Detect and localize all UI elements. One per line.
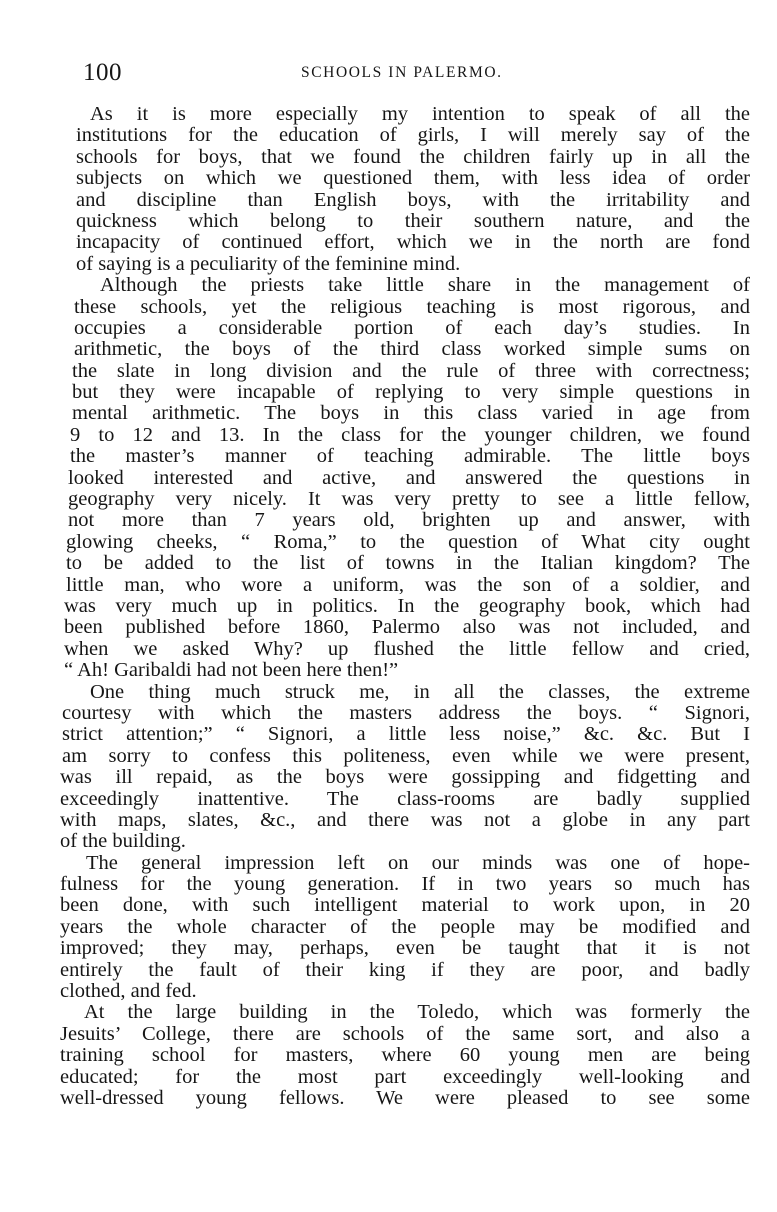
text-line: when we asked Why? up flushed the little fellow and cried, [64,637,750,660]
text-line: and discipline than English boys, with the irritability and [76,188,750,211]
text-line: been done, with such intelligent material to work upon, in 20 [60,894,750,917]
text-line: 9 to 12 and 13. In the class for the younger children, we found [70,423,750,446]
text-line: been published before 1860, Palermo also was not included, and [64,616,750,639]
text-line: As it is more especially my intention to speak of all the [90,103,750,125]
text-line: training school for masters, where 60 young men are being [60,1044,750,1067]
running-title: SCHOOLS IN PALERMO. [301,64,503,81]
running-head [83,58,743,88]
text-line: to be added to the list of towns in the Italian kingdom? The [66,552,750,575]
text-line: institutions for the education of girls, I will merely say of the [76,124,750,147]
text-line: exceedingly inattentive. The class-rooms are badly supplied [60,787,750,810]
text-line: Although the priests take little share in the management of [100,274,750,297]
text-line: occupies a considerable portion of each day’s studies. In [74,316,750,339]
text-line: The general impression left on our minds was one of hope- [86,851,750,874]
text-line: years the whole character of the people may be modified and [60,915,750,938]
text-line: with maps, slates, &c., and there was not a globe in any part [60,808,750,831]
text-line: arithmetic, the boys of the third class worked simple sums on [74,338,750,361]
text-line: incapacity of continued effort, which we in the north are fond [76,231,750,254]
text-line: courtesy with which the masters address the boys. “ Signori, [62,701,750,724]
text-line: well-dressed young fellows. We were pleased to see some [60,1086,750,1109]
text-line: clothed, and fed. [60,980,197,1003]
text-line: mental arithmetic. The boys in this class varied in age from [72,402,750,425]
page-number: 100 [83,59,122,86]
text-line: of saying is a peculiarity of the feminine mind. [76,252,461,275]
text-line: was ill repaid, as the boys were gossipping and fidgetting and [60,766,750,789]
text-line: At the large building in the Toledo, which was formerly the [84,1001,750,1024]
text-line: subjects on which we questioned them, with less idea of order [76,167,750,190]
text-line: glowing cheeks, “ Roma,” to the question of What city ought [66,530,750,553]
text-line: little man, who wore a uniform, was the son of a soldier, and [66,573,750,596]
text-line: schools for boys, that we found the children fairly up in all the [76,145,750,168]
text-line: these schools, yet the religious teaching is most rigorous, and [74,295,750,318]
text-line: One thing much struck me, in all the classes, the extreme [90,680,750,703]
text-line: quickness which belong to their southern nature, and the [76,209,750,232]
text-line: of the building. [60,830,186,853]
text-line: fulness for the young generation. If in two years so much has [60,873,750,896]
text-line: looked interested and active, and answered the questions in [68,466,750,489]
text-line: not more than 7 years old, brighten up and answer, with [68,509,750,532]
text-line: the master’s manner of teaching admirable. The little boys [70,445,750,468]
text-line: “ Ah! Garibaldi had not been here then!” [64,659,399,682]
text-line: Jesuits’ College, there are schools of the same sort, and also a [60,1022,750,1045]
text-line: was very much up in politics. In the geography book, which had [64,594,750,617]
text-line: entirely the fault of their king if they are poor, and badly [60,958,750,981]
text-line: improved; they may, perhaps, even be taught that it is not [60,937,750,960]
text-line: educated; for the most part exceedingly well-looking and [60,1065,750,1088]
text-line: geography very nicely. It was very pretty to see a little fellow, [68,488,750,511]
text-line: but they were incapable of replying to very simple questions in [72,381,750,404]
text-line: the slate in long division and the rule of three with correctness; [72,359,750,382]
text-line: am sorry to confess this politeness, even while we were present, [62,744,750,767]
text-line: strict attention;” “ Signori, a little less noise,” &c. &c. But I [62,723,750,746]
body-text [60,104,750,1109]
